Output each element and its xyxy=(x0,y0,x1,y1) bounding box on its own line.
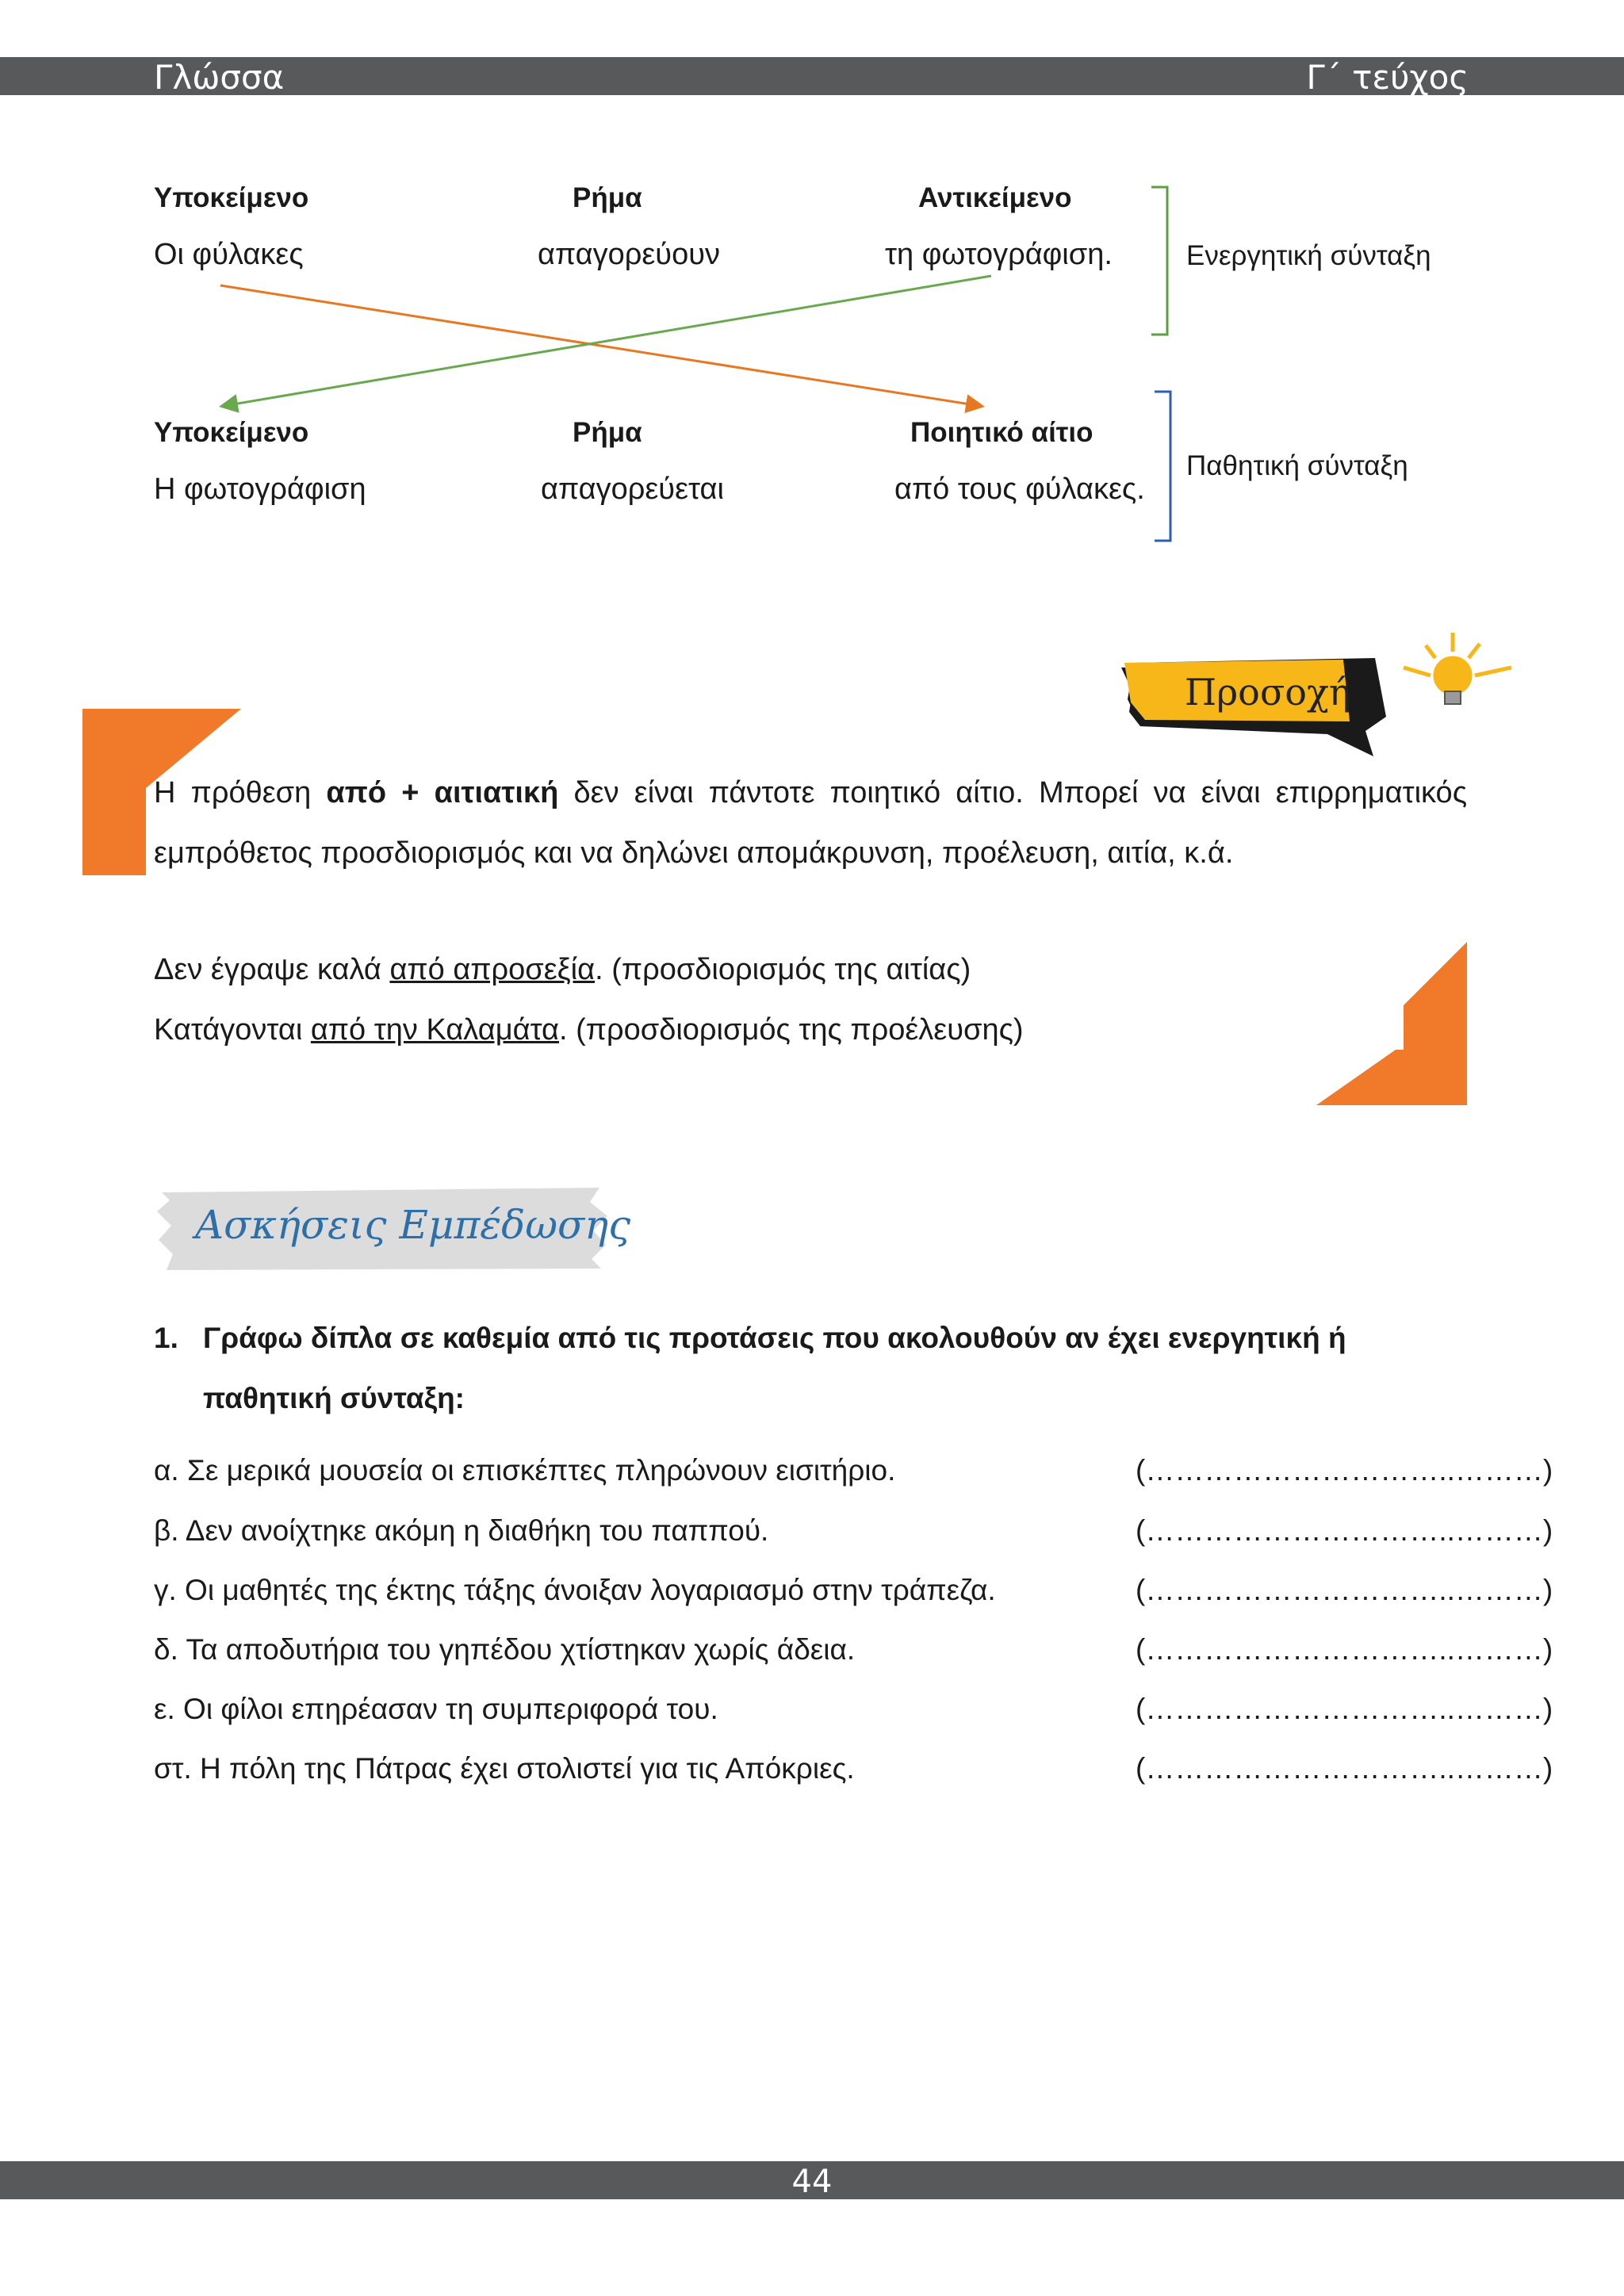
passive-syntax-label: Παθητική σύνταξη xyxy=(1186,450,1408,481)
paragraph-bold: από + αιτιατική xyxy=(326,776,559,809)
green-arrow xyxy=(224,276,991,406)
answer-blank[interactable]: (…………………………..………) xyxy=(1136,1752,1553,1785)
passive-label-subject: Υποκείμενο xyxy=(154,417,309,448)
active-label-subject: Υποκείμενο xyxy=(154,182,309,213)
example-cause-underlined: από απροσεξία xyxy=(389,953,596,986)
answer-blank[interactable]: (…………………………..………) xyxy=(1136,1454,1553,1487)
attention-paragraph xyxy=(154,763,1467,883)
example-cause xyxy=(154,953,971,987)
paragraph-text-end: δεν είναι πάντοτε ποιητικό αίτιο. Μπορεί να είναι επιρρηματικός εμπρόθετος προσδιορισμός και να δηλώνει απομάκρυνση, προέλευση, αιτία, κ.ά. xyxy=(154,776,1468,870)
example-origin-underlined: από την Καλαμάτα xyxy=(310,1013,560,1047)
footer-bar xyxy=(0,2161,1624,2199)
answer-blank[interactable]: (…………………………..………) xyxy=(1136,1693,1553,1725)
active-label-verb: Ρήμα xyxy=(573,182,642,213)
header-issue: Γ΄ τεύχος xyxy=(1306,58,1469,97)
active-bracket xyxy=(1151,187,1167,335)
diagram-arrows xyxy=(0,0,1624,603)
active-word-verb: απαγορεύουν xyxy=(538,238,721,271)
example-cause-after: . (προσδιορισμός της αιτίας) xyxy=(595,953,971,986)
example-origin-before: Κατάγονται xyxy=(154,1013,311,1047)
answer-blank[interactable]: (…………………………..………) xyxy=(1136,1633,1553,1666)
page-number: 44 xyxy=(791,2164,833,2200)
exercise-item: β. Δεν ανοίχτηκε ακόμη η διαθήκη του παππού. xyxy=(154,1514,769,1547)
active-word-subject: Οι φύλακες xyxy=(154,238,304,271)
attention-title: Προσοχή xyxy=(1185,671,1351,714)
lightbulb-icon xyxy=(1404,633,1511,704)
passive-label-verb: Ρήμα xyxy=(573,417,642,448)
exercise-item: στ. Η πόλη της Πάτρας έχει στολιστεί για τις Απόκριες. xyxy=(154,1752,855,1785)
header-subject: Γλώσσα xyxy=(154,58,285,97)
example-cause-before: Δεν έγραψε καλά xyxy=(154,953,390,986)
answer-blank[interactable]: (…………………………..………) xyxy=(1136,1514,1553,1547)
passive-bracket xyxy=(1155,392,1170,541)
active-syntax-label: Ενεργητική σύνταξη xyxy=(1186,240,1431,271)
passive-word-subject: Η φωτογράφιση xyxy=(154,473,366,506)
example-origin-after: . (προσδιορισμός της προέλευσης) xyxy=(559,1013,1024,1047)
passive-label-agent: Ποιητικό αίτιο xyxy=(910,417,1094,448)
question-1 xyxy=(154,1308,1470,1435)
example-origin xyxy=(154,1013,1024,1047)
corner-decoration-bottom-right xyxy=(1316,942,1467,1105)
exercise-item: δ. Τα αποδυτήρια του γηπέδου χτίστηκαν χωρίς άδεια. xyxy=(154,1633,856,1666)
active-word-object: τη φωτογράφιση. xyxy=(885,238,1113,271)
exercise-item: α. Σε μερικά μουσεία οι επισκέπτες πληρώνουν εισιτήριο. xyxy=(154,1454,896,1487)
passive-word-agent: από τους φύλακες. xyxy=(894,473,1145,506)
exercise-item: γ. Οι μαθητές της έκτης τάξης άνοιξαν λογαριασμό στην τράπεζα. xyxy=(154,1574,996,1606)
question-text: Γράφω δίπλα σε καθεμία από τις προτάσεις που ακολουθούν αν έχει ενεργητική ή παθητική σύνταξη: xyxy=(203,1322,1346,1414)
question-number: 1. xyxy=(154,1322,178,1354)
exercises-title: Ασκήσεις Εμπέδωσης xyxy=(195,1202,631,1248)
passive-word-verb: απαγορεύεται xyxy=(541,473,724,506)
active-label-object: Αντικείμενο xyxy=(918,182,1072,213)
answer-blank[interactable]: (…………………………..………) xyxy=(1136,1574,1553,1606)
exercise-item: ε. Οι φίλοι επηρέασαν τη συμπεριφορά του. xyxy=(154,1693,718,1725)
paragraph-text-start: Η πρόθεση xyxy=(154,776,327,809)
